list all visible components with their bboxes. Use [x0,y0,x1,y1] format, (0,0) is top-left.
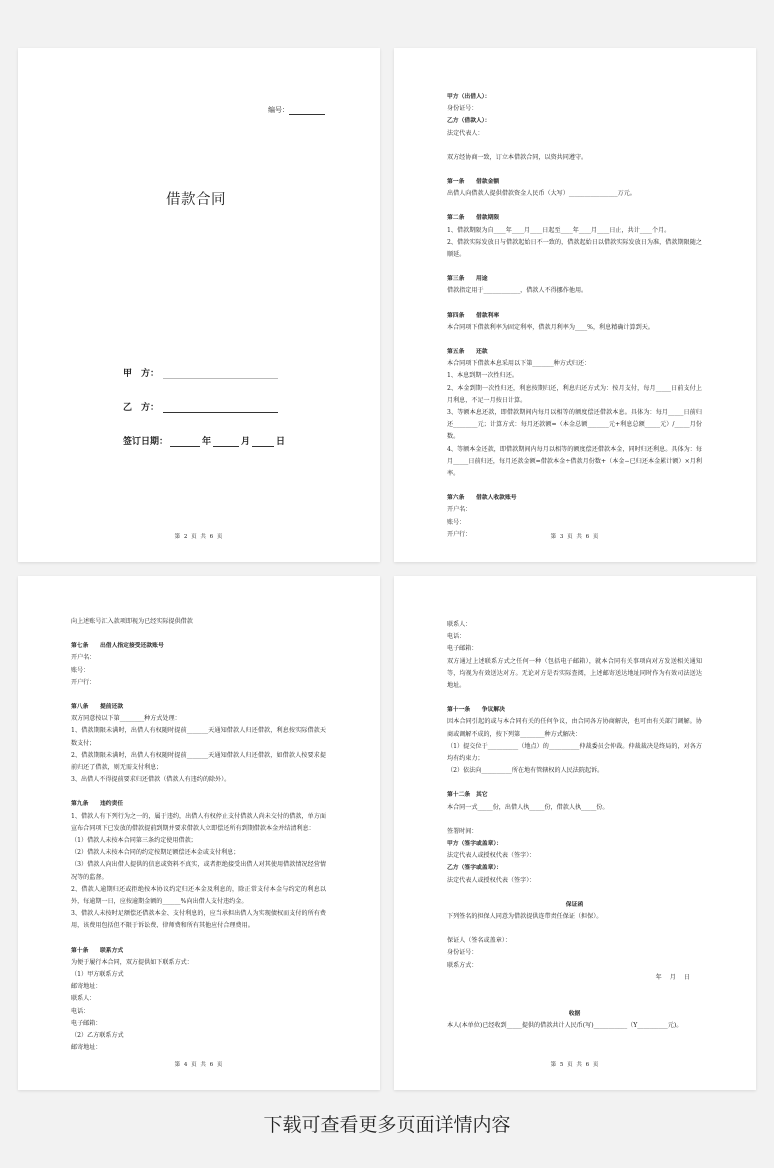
text-line: 开户名： [447,506,472,514]
section-heading: 乙方（签字或盖章）： [447,865,503,872]
contract-page-3 [394,48,756,562]
section-heading: 保证函 [565,901,584,908]
section-heading: 乙方（借款人）： [447,118,491,125]
page-footer: 第 5 页 共 6 页 [550,1062,600,1068]
text-line: 3、等额本息还款，即借款期间内每月以相等的额度偿还借款本息。具体为：每月_____日前归还________元；计算方式：每月还款额=（本金总额_______元+利息总额_____元）/_____月份数。 [447,409,702,441]
text-line: 2、本金到期一次性归还，利息按期归还，利息归还方式为：按月支付，每月_____日前支付上月利息，不足一月按日计算。 [447,384,702,404]
text-line: 签署时间： [447,827,478,835]
day-blank [252,437,274,447]
contract-number-label: 编号： [268,106,289,114]
paragraph-gap [447,692,702,704]
text-line: 3、出借人不得提前要求归还借款（借款人有违约的除外）。 [71,776,231,784]
text-line: 保证人（签名或盖章）： [447,937,511,945]
section-heading: 第四条 借款利率 [447,312,500,319]
section-heading: 第二条 借款期限 [447,215,500,222]
section-heading: 第十一条 争议解决 [447,707,505,714]
contract-number-blank [289,107,325,115]
text-line: 双方通过上述联系方式之任何一种（包括电子邮箱），就本合同有关事项向对方发送相关通知等，均视为有效送达对方。无论对方是否实际查阅，上述邮寄送达地址同时作为有效司法送达地址。 [447,657,702,690]
paragraph-gap [447,140,702,152]
section-heading: 第一条 借款金额 [447,179,500,186]
paragraph-gap [447,164,702,176]
month-label: 月 [241,437,251,447]
text-line: 身份证号： [447,105,478,113]
download-more-note: 下载可查看更多页面详情内容 [263,1114,511,1136]
text-line: 账号： [447,518,466,526]
paragraph-gap [447,261,702,273]
text-line: 开户名： [71,654,96,662]
party-a-blank [163,369,278,379]
text-line: 联系人： [447,621,472,628]
text-line: 法定代表人： [447,129,484,137]
month-blank [213,437,239,447]
party-a-line [123,366,278,379]
text-line: （1）借款人未按本合同第三条约定使用借款； [71,837,197,845]
text-line: 本人(本单位)已经收到_____提供的借款共计人民币(写)___________（Y__________元)。 [447,1022,683,1030]
day-label: 日 [276,437,286,447]
section-heading: 第七条 出借人指定接受还款账号 [71,643,164,650]
text-line: 2、借款人逾期归还或拒绝按本协议约定归还本金及利息的，除正常支付本金与约定的利息以外，每逾期一日，应按逾期金额的______%向出借人支付违约金。 [71,885,326,906]
paragraph-gap [447,996,702,1008]
page-content [447,619,702,1032]
contract-page-4 [18,576,380,1090]
text-line: 本合同项下借款利率为固定利率，借款月利率为____%，利息精确计算到天。 [447,323,654,331]
text-line: 向上述账号汇入款项即视为已经实际提供借款 [71,618,193,625]
paragraph-gap [447,923,702,935]
text-line: 本合同一式_____份，出借人执_____份，借款人执_____份。 [447,803,609,811]
section-heading: 甲方（出借人）： [447,94,491,100]
contract-title: 借款合同 [166,192,226,208]
section-heading: 第三条 用途 [447,276,488,283]
contract-cover-page [18,48,380,562]
text-line: 为便于履行本合同，双方提供如下联系方式： [71,958,193,966]
section-heading: 收据 [568,1011,581,1018]
paragraph-gap [447,777,702,789]
section-heading: 第八条 提前还款 [71,704,124,711]
text-line: 出借人向借款人提供借款资金人民币（大写）________________万元。 [447,190,636,198]
paragraph-gap [71,628,326,640]
paragraph-gap [447,814,702,826]
page-content [71,616,326,1055]
paragraph-gap [71,786,326,798]
party-b-label: 乙 方： [123,403,160,413]
paragraph-gap [71,689,326,701]
year-label: 年 [202,437,212,447]
signing-date-label: 签订日期： [123,437,169,447]
paragraph-gap [447,200,702,212]
page-footer: 第 3 页 共 6 页 [550,534,600,540]
section-heading: 第六条 借款人收款账号 [447,495,517,502]
section-heading: 第九条 违约责任 [71,801,124,808]
text-line: 身份证号： [447,949,478,957]
section-heading: 第五条 还款 [447,349,488,356]
text-line: 下列签名的担保人同意为借款提供连带责任保证（担保）。 [447,913,603,921]
page-content [447,91,702,541]
text-line: 法定代表人或授权代表（签字）： [447,876,536,884]
section-heading: 甲方（签字或盖章）： [447,841,503,848]
text-line: （1）甲方联系方式 [71,971,124,979]
year-blank [170,437,200,447]
text-line: 年 月 日 [655,973,690,981]
text-line: 2、借款实际发放日与借款起始日不一致的，借款起始日以借款实际发放日为准，借款期限随之顺延。 [447,238,702,259]
text-line: 联系方式： [447,961,478,969]
text-line: 本合同项下借款本息采用以下第_______种方式归还： [447,360,591,368]
signing-date-line [123,434,285,447]
text-line: 借款指定用于____________，借款人不得挪作他用。 [447,287,588,295]
text-line: 账号： [71,666,90,674]
text-line: （1）提交位于__________（地点）的__________仲裁委员会仲裁。仲裁裁决是终局的，对各方均有约束力； [447,742,702,763]
section-heading: 第十条 联系方式 [71,947,124,954]
section-heading: 第十二条 其它 [447,792,488,799]
text-line: 2、借款期限未满时，出借人有权随时提前_______天通知借款人归还借款，如借款人按要求提前归还了借款，则无需支付利息； [71,751,326,772]
paragraph-gap [447,480,702,492]
party-b-blank [163,403,278,413]
paragraph-gap [447,334,702,346]
text-line: 开户行： [447,530,472,538]
text-line: 1、借款期限未满时，出借人有权随时提前_______天通知借款人归还借款，利息按实际借款天数支付； [71,727,326,747]
text-line: 联系人： [71,995,96,1003]
text-line: （2）乙方联系方式 [71,1032,124,1040]
text-line: （2）依法向__________所在地有管辖权的人民法院起诉。 [447,767,604,775]
page-footer: 第 4 页 共 6 页 [174,1062,224,1068]
text-line: 开户行： [71,678,96,686]
text-line: 邮寄地址： [71,983,102,991]
text-line: 1、本息到期一次性归还。 [447,372,518,380]
paragraph-gap [447,984,702,996]
page-footer: 第 2 页 共 6 页 [174,534,224,540]
text-line: 双方经协商一致，订立本借款合同，以资共同遵守。 [447,153,588,161]
text-line: 因本合同引起的或与本合同有关的任何争议，由合同各方协商解决，也可由有关部门调解。协商或调解不成的，按下列第________种方式解决： [447,718,702,738]
party-b-line [123,400,278,413]
paragraph-gap [447,298,702,310]
text-line: （2）借款人未按本合同的约定按期足额偿还本金或支付利息； [71,849,240,857]
text-line: 1、借款人有下列行为之一的，属于违约，出借人有权停止支付借款人尚未交付的借款，单方面宣布合同项下已发放的借款提前到期并要求借款人立即偿还所有到期借款本金并结清利息： [71,812,326,832]
text-line: 1、借款期限为自____年____月____日起至____年____月____日止，共计____个月。 [447,226,671,234]
party-a-label: 甲 方： [123,369,160,379]
text-line: 电子邮箱： [447,645,478,653]
text-line: 邮寄地址： [71,1044,102,1052]
paragraph-gap [447,887,702,899]
text-line: 电话： [71,1007,90,1015]
paragraph-gap [71,933,326,945]
contract-number [268,105,325,115]
text-line: 4、等额本金还款，即借款期间内每月以相等的额度偿还借款本金，同时归还利息。具体为：每月_____日前归还，每月还款金额=借款本金÷借款月份数+（本金−已归还本金累计额）×月利率。 [447,445,702,478]
text-line: 电子邮箱： [71,1019,102,1027]
text-line: 法定代表人或授权代表（签字）： [447,852,536,860]
text-line: 双方同意按以下第________种方式处理： [71,715,181,723]
text-line: 电话： [447,633,466,641]
contract-page-5 [394,576,756,1090]
text-line: （3）借款人向出借人提供的信息或资料不真实，或者拒绝接受出借人对其使用借款情况经营情况等的监督。 [71,861,326,881]
text-line: 3、借款人未按时足额偿还借款本金、支付利息的，应当承担出借人为实现债权而支付的所有费用，该费用包括但不限于诉讼费、律师费和所有其他应付合理费用。 [71,910,326,930]
